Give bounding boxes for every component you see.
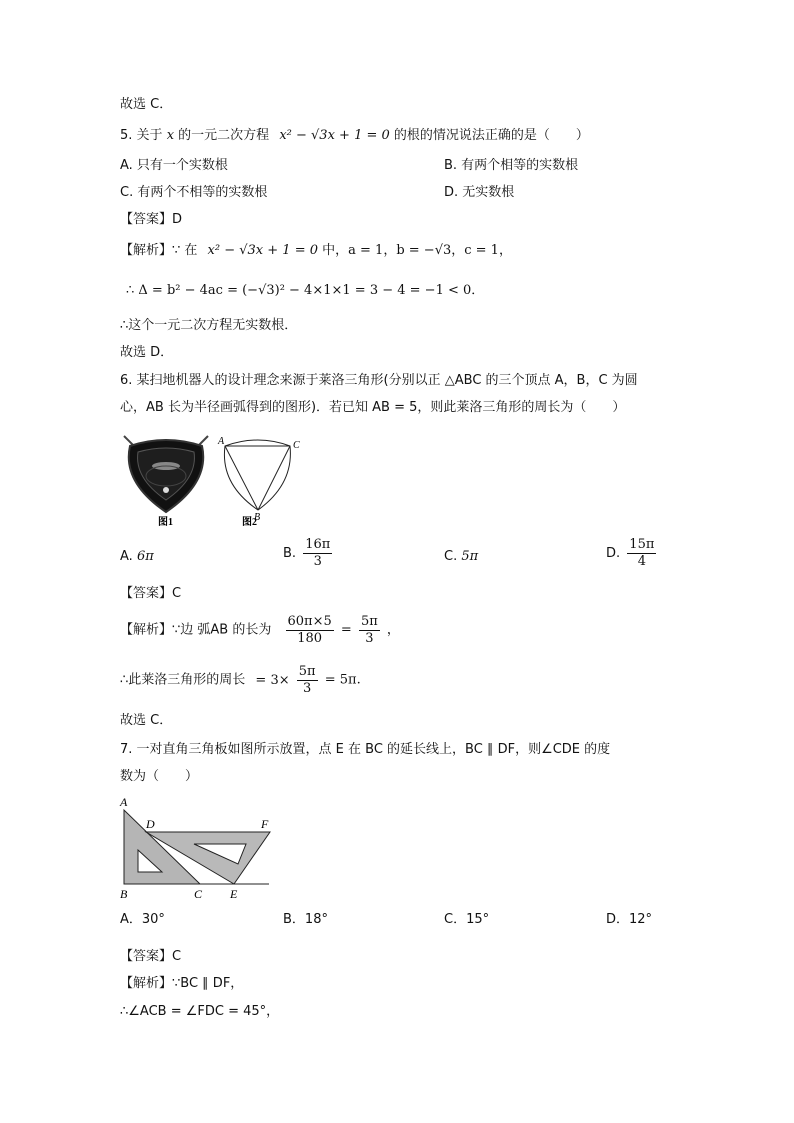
q5-analysis-coef: 中，a = 1，b = −√3，c = 1， [322,243,512,258]
fig1-label: 图1 [158,517,173,528]
q7-analysis-line1: 【解析】∵BC ∥ DF， [120,976,244,991]
q6-answer: 【答案】C [120,586,182,601]
q6-arc-num: 60π×5 [287,614,332,629]
q5-stem-suffix: 的根的情况说法正确的是（ ） [393,128,589,143]
q7-point-f: F [261,817,269,831]
q6-perimeter-prefix: ∴此莱洛三角形的周长 [120,672,246,688]
reuleaux-figure [224,440,290,510]
q6-perimeter-den: 3 [303,681,312,696]
q6-perimeter-eq: = 3× [255,672,290,688]
q6-option-a [120,548,154,566]
q6-option-c [444,548,478,566]
q5-stem [120,127,589,145]
q6-arc-den: 180 [297,631,323,646]
q6-analysis-arc [120,614,400,647]
q6-option-a-value: 6π [136,549,154,564]
q6-perimeter-frac [297,664,318,697]
q6-stem-line2: 心，AB 长为半径画弧得到的图形)．若已知 AB = 5，则此莱洛三角形的周长为（ ） [120,400,626,415]
q7-option-a: A．30° [120,912,165,927]
q5-equation: x² − √3x + 1 = 0 [279,128,390,143]
fig2-point-c: C [293,440,300,451]
q5-option-c: C. 有两个不相等的实数根 [120,185,268,200]
q4-choice: 故选 C． [120,97,173,112]
q7-answer: 【答案】C [120,949,182,964]
q5-option-b: B. 有两个相等的实数根 [444,158,579,173]
q7-stem-line2: 数为（ ） [120,769,199,784]
q6-analysis-prefix: 【解析】∵边 弧AB 的长为 [120,622,272,638]
q6-option-b [283,537,335,570]
q7-point-e: E [230,887,238,901]
q6-perimeter-num: 5π [298,664,316,679]
q6-option-b-num: 16π [305,537,331,552]
q6-arc-res-den: 3 [365,631,374,646]
q5-analysis-label: 【解析】∵ 在 [120,243,198,258]
q7-point-d: D [146,817,155,831]
q5-conclusion: ∴这个一元二次方程无实数根． [120,318,298,333]
q6-arc-frac [286,614,334,647]
q7-point-a: A [120,795,128,809]
q6-option-c-value: 5π [461,549,479,564]
q6-stem-line1: 6. 某扫地机器人的设计理念来源于莱洛三角形(分别以正 △ABC 的三个顶点 A，B，C 为圆 [120,373,638,388]
q6-option-d-num: 15π [629,537,655,552]
q6-arc-eq: = [340,622,352,638]
q5-option-a: A. 只有一个实数根 [120,158,228,173]
q6-perimeter-tail: = 5π. [324,672,361,688]
q5-delta: ∴ Δ = b² − 4ac = (−√3)² − 4×1×1 = 3 − 4 = −1 < 0． [126,283,485,298]
fig2-point-a: A [218,436,225,447]
q7-stem-line1: 7. 一对直角三角板如图所示放置，点 E 在 BC 的延长线上，BC ∥ DF，则∠CDE 的度 [120,742,611,757]
q6-option-d-frac [627,537,656,570]
q7-option-b: B．18° [283,912,328,927]
q7-option-d: D．12° [606,912,653,927]
q5-option-d: D. 无实数根 [444,185,515,200]
q6-arc-res-frac [359,614,380,647]
q6-choice: 故选 C． [120,713,173,728]
q6-option-b-frac [303,537,332,570]
q6-figures [118,432,308,532]
q5-analysis [120,242,512,260]
q7-point-c: C [194,887,203,901]
q6-arc-tail: ， [386,622,400,638]
q5-stem-mid: 的一元二次方程 [178,128,270,143]
q5-stem-prefix: 5. 关于 [120,128,163,143]
q5-var-x: x [166,128,175,143]
q6-option-b-label: B. [283,546,297,561]
q6-option-d-label: D. [606,546,621,561]
fig2-label: 图2 [242,517,257,528]
q6-option-d [606,537,659,570]
q5-answer: 【答案】D [120,212,183,227]
q6-analysis-perimeter [120,664,361,697]
q6-option-c-label: C. [444,549,458,564]
q6-option-b-den: 3 [313,554,322,569]
q7-option-c: C．15° [444,912,490,927]
q6-option-d-den: 4 [637,554,646,569]
q5-choice: 故选 D． [120,345,174,360]
q6-arc-res-num: 5π [360,614,378,629]
q7-point-b: B [120,887,128,901]
q5-analysis-eq: x² − √3x + 1 = 0 [207,243,318,258]
fig2-point-b: B [254,512,261,523]
robot-figure [124,436,208,512]
q6-option-a-label: A. [120,549,133,564]
q7-analysis-line2: ∴∠ACB = ∠FDC = 45°， [120,1004,280,1019]
q7-figure [114,792,274,902]
